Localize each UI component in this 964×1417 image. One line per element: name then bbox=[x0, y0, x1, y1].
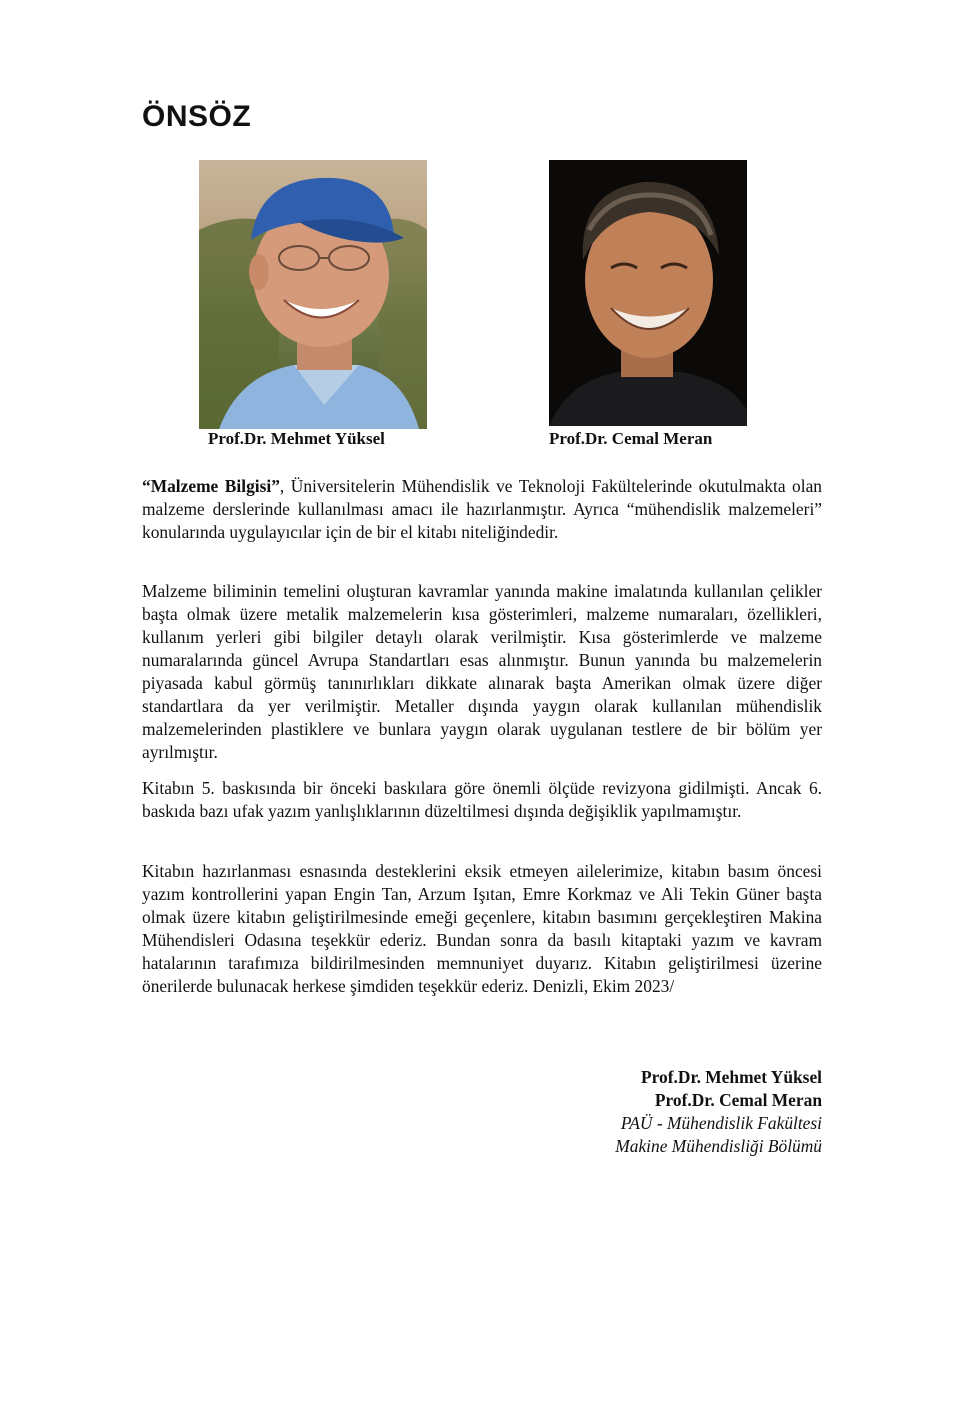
paragraph-intro-text: , Üniversitelerin Mühendislik ve Teknoloji Fakültelerinde okutulmakta olan malzeme derslerinde kullanılması amacı ile hazırlanmıştır. Ayrıca “mühendislik malzemeleri” konularında uygulayıcılar için de bir el kitabı niteliğindedir. bbox=[142, 476, 823, 542]
paragraph-content: Malzeme biliminin temelini oluşturan kavramlar yanında makine imalatında kullanılan çelikler başta olmak üzere metalik malzemelerin kısa gösterimleri, malzeme numaraları, özellikleri, kullanım yerleri gibi bilgiler detaylı olarak verilmiştir. Kısa gösterimlerde ve malzeme numaralarında güncel Avrupa Standartları esas alınmıştır. Bunun yanında bu malzemelerin piyasada kabul görmüş tanınırlıkları dikkate alınarak başta Amerikan olmak üzere diğer standartlara da yer verilmiştir. Metaller dışında yaygın olarak kullanılan mühendislik malzemelerinden plastiklere ve bunlara yaygın olarak uygulanan testlere de bir bölüm yer ayrılmıştır. bbox=[142, 581, 822, 762]
signature-name: Prof.Dr. Cemal Meran bbox=[654, 1090, 822, 1110]
author-photo-cemal-meran bbox=[549, 160, 747, 426]
paragraph-acknowledgements: Kitabın hazırlanması esnasında desteklerini eksik etmeyen ailelerimize, kitabın basım öncesi yazım kontrollerini yapan Engin Tan, Arzum Işıtan, Emre Korkmaz ve Ali Tekin Güner başta olmak üzere kitabın geliştirilmesinde emeği geçenlere, kitabın basımını gerçekleştiren Makina Mühendisleri Odasına teşekkür ederiz. Bundan sonra da basılı kitaptaki yazım ve kavram hatalarının tarafımıza bildirilmesinden memnuniyet duyarız. Kitabın geliştirilmesi üzerine önerilerde bulunacak herkese şimdiden teşekkür ederiz. Denizli, Ekim 2023/ bbox=[142, 861, 822, 996]
signature-name: Prof.Dr. Mehmet Yüksel bbox=[641, 1067, 822, 1087]
page-title: ÖNSÖZ bbox=[142, 100, 252, 133]
signature-affiliation: PAÜ - Mühendislik Fakültesi bbox=[620, 1113, 822, 1133]
book-title: “Malzeme Bilgisi” bbox=[142, 476, 280, 496]
signature-department: Makine Mühendisliği Bölümü bbox=[615, 1136, 822, 1156]
photo-caption: Prof.Dr. Mehmet Yüksel bbox=[208, 429, 385, 448]
photo-caption: Prof.Dr. Cemal Meran bbox=[549, 429, 713, 448]
author-photo-mehmet-yuksel bbox=[199, 160, 427, 429]
paragraph-intro bbox=[142, 475, 822, 544]
paragraph-edition: Kitabın 5. baskısında bir önceki baskılara göre önemli ölçüde revizyona gidilmişti. Ancak 6. baskıda bazı ufak yazım yanlışlıklarının düzeltilmesi dışında değişiklik yapılmamıştır. bbox=[142, 778, 822, 821]
